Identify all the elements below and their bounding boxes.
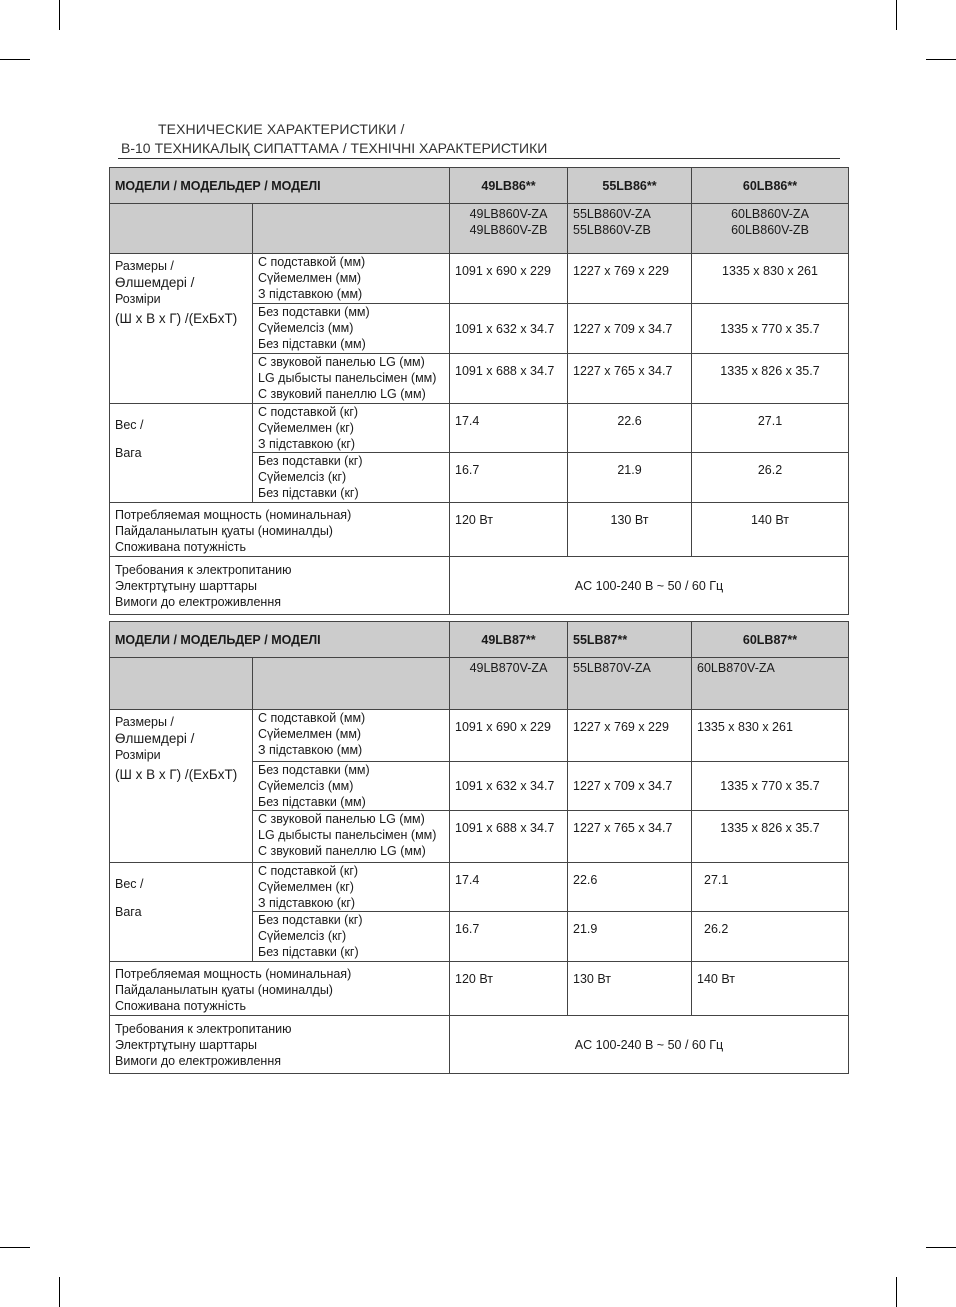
value-cell: 1335 x 826 x 35.7 [692, 811, 849, 863]
label-line: Без підставки (мм) [258, 337, 366, 351]
label-line: Сүйемелсіз (кг) [258, 470, 347, 484]
table-header-row [110, 168, 849, 204]
row-label [253, 453, 450, 503]
label-line: Сүйемелсіз (мм) [258, 321, 354, 335]
row-label [253, 354, 450, 404]
value-cell: 16.7 [450, 453, 568, 503]
supply-row [110, 1016, 849, 1074]
weight-row-with-stand [110, 404, 849, 453]
label-line: З підставкою (мм) [258, 287, 363, 301]
label-line: (Ш x В x Г) /(ЕxБxТ) [115, 311, 238, 326]
model-numbers-row [110, 658, 849, 710]
row-label [253, 404, 450, 453]
value-cell: 1227 x 765 x 34.7 [568, 811, 692, 863]
model-number: 55LB860V-ZB [573, 223, 651, 237]
label-line: Без підставки (кг) [258, 945, 359, 959]
label-line: Потребляемая мощность (номинальная) [115, 508, 352, 522]
value-cell: 1335 x 830 x 261 [692, 710, 849, 762]
label-line: Розміри [115, 748, 161, 762]
label-line: Пайдаланылатын қуаты (номиналды) [115, 524, 333, 538]
page-title-line-1: ТЕХНИЧЕСКИЕ ХАРАКТЕРИСТИКИ / [158, 121, 405, 137]
series-2: 55LB87** [568, 622, 692, 658]
label-line: Электртұтыну шарттары [115, 579, 257, 593]
value-cell: 1091 x 690 x 229 [450, 710, 568, 762]
supply-value: AC 100-240 В ~ 50 / 60 Гц [450, 1016, 849, 1074]
label-line: Сүйемелсіз (мм) [258, 779, 354, 793]
label-line: Размеры / [115, 715, 174, 729]
series-1: 49LB86** [450, 168, 568, 204]
model-number: 60LB860V-ZA [731, 207, 809, 221]
value-cell: 120 Вт [450, 962, 568, 1016]
models-label: МОДЕЛИ / МОДЕЛЬДЕР / МОДЕЛІ [110, 622, 450, 658]
row-label [253, 811, 450, 863]
label-line: Без подставки (кг) [258, 454, 363, 468]
value-cell: 27.1 [692, 863, 849, 912]
value-cell: 27.1 [692, 404, 849, 453]
value-cell: 26.2 [692, 912, 849, 962]
label-line: LG дыбысты панельсімен (мм) [258, 828, 437, 842]
row-label [253, 912, 450, 962]
label-line: Без подставки (мм) [258, 305, 370, 319]
row-label [253, 710, 450, 762]
label-line: С звуковой панелью LG (мм) [258, 812, 425, 826]
value-cell: 1335 x 770 x 35.7 [692, 762, 849, 811]
value-cell: 1335 x 770 x 35.7 [692, 304, 849, 354]
power-row [110, 503, 849, 557]
value-cell: 1335 x 826 x 35.7 [692, 354, 849, 404]
value-cell: 130 Вт [568, 503, 692, 557]
label-line: С звуковий панеллю LG (мм) [258, 387, 426, 401]
blank-cell [110, 204, 253, 254]
value-cell: 140 Вт [692, 503, 849, 557]
model-cell-3 [692, 658, 849, 710]
value-cell: 1227 x 769 x 229 [568, 710, 692, 762]
label-line: Электртұтыну шарттары [115, 1038, 257, 1052]
label-line: Сүйемелсіз (кг) [258, 929, 347, 943]
series-3: 60LB86** [692, 168, 849, 204]
value-cell: 16.7 [450, 912, 568, 962]
value-cell: 1091 x 690 x 229 [450, 254, 568, 304]
label-line: Сүйемелмен (кг) [258, 880, 354, 894]
model-number: 60LB860V-ZB [731, 223, 809, 237]
row-label [253, 762, 450, 811]
weight-label [110, 404, 253, 503]
label-line: С звуковой панелью LG (мм) [258, 355, 425, 369]
value-cell: 1227 x 769 x 229 [568, 254, 692, 304]
label-line: Споживана потужність [115, 999, 246, 1013]
model-number: 60LB870V-ZA [697, 661, 775, 675]
label-line: Без підставки (кг) [258, 486, 359, 500]
supply-row [110, 557, 849, 615]
value-cell: 140 Вт [692, 962, 849, 1016]
size-row-with-stand [110, 710, 849, 762]
model-cell-2 [568, 204, 692, 254]
label-line: Потребляемая мощность (номинальная) [115, 967, 352, 981]
crop-mark-bottom-right-h [926, 1247, 956, 1248]
size-label [110, 254, 253, 404]
value-cell: 120 Вт [450, 503, 568, 557]
page-title-line-2 [121, 140, 547, 156]
power-row [110, 962, 849, 1016]
value-cell: 130 Вт [568, 962, 692, 1016]
series-2: 55LB86** [568, 168, 692, 204]
label-line: Сүйемелмен (кг) [258, 421, 354, 435]
series-3: 60LB87** [692, 622, 849, 658]
series-1: 49LB87** [450, 622, 568, 658]
value-cell: 1227 x 709 x 34.7 [568, 304, 692, 354]
model-numbers-row [110, 204, 849, 254]
size-label [110, 710, 253, 863]
models-label: МОДЕЛИ / МОДЕЛЬДЕР / МОДЕЛІ [110, 168, 450, 204]
model-cell-2 [568, 658, 692, 710]
crop-mark-top-left-v [59, 0, 60, 30]
model-number: 49LB860V-ZB [469, 223, 548, 237]
label-line: З підставкою (мм) [258, 743, 363, 757]
label-line: Вес / [115, 877, 144, 891]
row-label [253, 304, 450, 354]
size-row-with-stand [110, 254, 849, 304]
label-line: Сүйемелмен (мм) [258, 727, 362, 741]
title-rule [118, 158, 840, 159]
label-line: С подставкой (кг) [258, 405, 359, 419]
label-line: Вес / [115, 418, 144, 432]
label-line: Өлшемдері / [115, 275, 195, 290]
label-line: Розміри [115, 292, 161, 306]
label-line: Вага [115, 446, 142, 460]
label-line: (Ш x В x Г) /(ЕxБxТ) [115, 767, 238, 782]
value-cell: 1227 x 709 x 34.7 [568, 762, 692, 811]
value-cell: 17.4 [450, 863, 568, 912]
label-line: З підставкою (кг) [258, 437, 356, 451]
label-line: С звуковий панеллю LG (мм) [258, 844, 426, 858]
blank-cell [253, 658, 450, 710]
label-line: Вага [115, 905, 142, 919]
model-cell-1 [450, 658, 568, 710]
label-line: С подставкой (мм) [258, 711, 366, 725]
value-cell: 22.6 [568, 404, 692, 453]
model-cell-3 [692, 204, 849, 254]
page-title-text: ТЕХНИКАЛЫҚ СИПАТТАМА / ТЕХНІЧНІ ХАРАКТЕРИСТИКИ [154, 140, 548, 156]
label-line: Вимоги до електроживлення [115, 595, 281, 609]
crop-mark-bottom-right-v [896, 1277, 897, 1307]
label-line: С подставкой (кг) [258, 864, 359, 878]
model-number: 55LB870V-ZA [573, 661, 651, 675]
label-line: З підставкою (кг) [258, 896, 356, 910]
supply-label [110, 557, 450, 615]
crop-mark-top-right-v [896, 0, 897, 30]
table-header-row [110, 622, 849, 658]
spec-table-lb86 [109, 167, 849, 615]
value-cell: 21.9 [568, 453, 692, 503]
value-cell: 1091 x 632 x 34.7 [450, 762, 568, 811]
value-cell: 1335 x 830 x 261 [692, 254, 849, 304]
value-cell: 1091 x 688 x 34.7 [450, 354, 568, 404]
value-cell: 17.4 [450, 404, 568, 453]
label-line: Размеры / [115, 259, 174, 273]
value-cell: 21.9 [568, 912, 692, 962]
blank-cell [253, 204, 450, 254]
label-line: Требования к электропитанию [115, 1022, 292, 1036]
spec-table-lb87 [109, 621, 849, 1074]
supply-value: AC 100-240 В ~ 50 / 60 Гц [450, 557, 849, 615]
page-number: B-10 [121, 140, 151, 156]
label-line: LG дыбысты панельсімен (мм) [258, 371, 437, 385]
label-line: Өлшемдері / [115, 731, 195, 746]
label-line: Вимоги до електроживлення [115, 1054, 281, 1068]
crop-mark-top-right-h [926, 59, 956, 60]
model-number: 55LB860V-ZA [573, 207, 651, 221]
value-cell: 1091 x 688 x 34.7 [450, 811, 568, 863]
weight-row-with-stand [110, 863, 849, 912]
label-line: Сүйемелмен (мм) [258, 271, 362, 285]
crop-mark-bottom-left-h [0, 1247, 30, 1248]
crop-mark-top-left-h [0, 59, 30, 60]
label-line: Без подставки (мм) [258, 763, 370, 777]
label-line: Пайдаланылатын қуаты (номиналды) [115, 983, 333, 997]
value-cell: 1227 x 765 x 34.7 [568, 354, 692, 404]
power-label [110, 962, 450, 1016]
row-label [253, 863, 450, 912]
model-number: 49LB860V-ZA [469, 207, 548, 221]
row-label [253, 254, 450, 304]
label-line: Споживана потужність [115, 540, 246, 554]
weight-label [110, 863, 253, 962]
label-line: Требования к электропитанию [115, 563, 292, 577]
label-line: С подставкой (мм) [258, 255, 366, 269]
value-cell: 22.6 [568, 863, 692, 912]
crop-mark-bottom-left-v [59, 1277, 60, 1307]
blank-cell [110, 658, 253, 710]
model-cell-1 [450, 204, 568, 254]
value-cell: 26.2 [692, 453, 849, 503]
label-line: Без підставки (мм) [258, 795, 366, 809]
power-label [110, 503, 450, 557]
supply-label [110, 1016, 450, 1074]
value-cell: 1091 x 632 x 34.7 [450, 304, 568, 354]
model-number: 49LB870V-ZA [469, 661, 548, 675]
label-line: Без подставки (кг) [258, 913, 363, 927]
